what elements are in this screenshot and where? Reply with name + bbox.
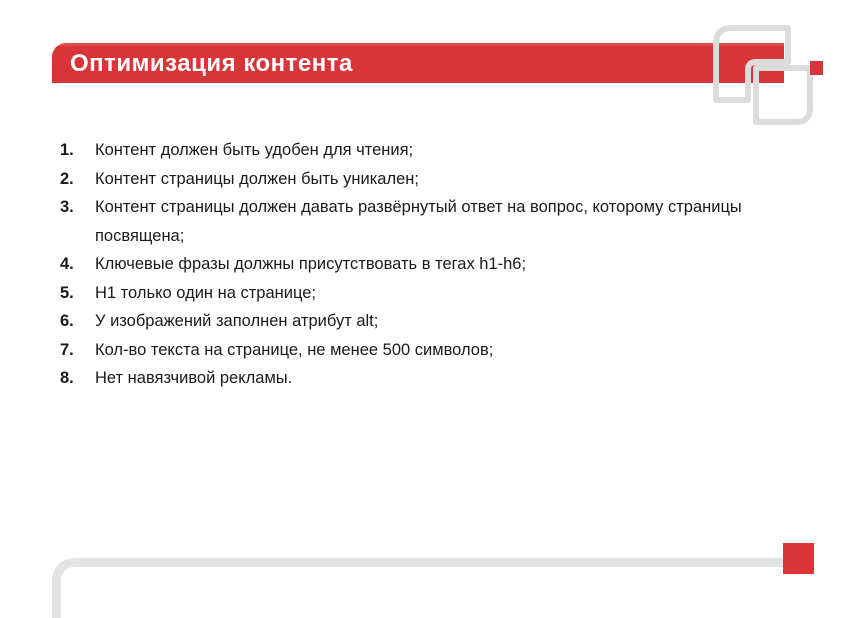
list-item-text: Кол-во текста на странице, не менее 500 символов; [95,340,494,359]
list-item [60,165,790,194]
list-item-text: Нет навязчивой рекламы. [95,369,293,387]
page-title: Оптимизация контента [70,50,353,77]
list-item [60,364,790,393]
list-item-number: 3. [60,198,74,216]
list-item-number: 4. [60,255,74,273]
list-item-number: 2. [60,169,74,188]
list-item-number: 5. [60,283,74,302]
list-item-number: 8. [60,369,74,387]
list-item [60,279,790,308]
list-item-number: 1. [60,141,74,159]
list-item-text: Контент страницы должен давать развёрнутый ответ на вопрос, которому страницы посвящена; [95,198,742,245]
list-item [60,336,790,365]
bottom-decoration-frame [52,558,792,618]
company-logo-icon [712,24,826,128]
title-bar [52,43,784,83]
list-item-text: Контент страницы должен быть уникален; [95,169,419,188]
list-item-number: 6. [60,312,74,330]
content-list [60,136,790,393]
list-item-text: У изображений заполнен атрибут alt; [95,312,379,330]
list-item-text: Ключевые фразы должны присутствовать в тегах h1-h6; [95,255,527,273]
list-item [60,250,790,279]
list-item-number: 7. [60,340,74,359]
bottom-accent-square [783,543,814,574]
list-item-text: Контент должен быть удобен для чтения; [95,141,414,159]
list-item [60,136,790,165]
list-item-text: H1 только один на странице; [95,283,316,302]
list-item [60,193,790,250]
list-item [60,307,790,336]
